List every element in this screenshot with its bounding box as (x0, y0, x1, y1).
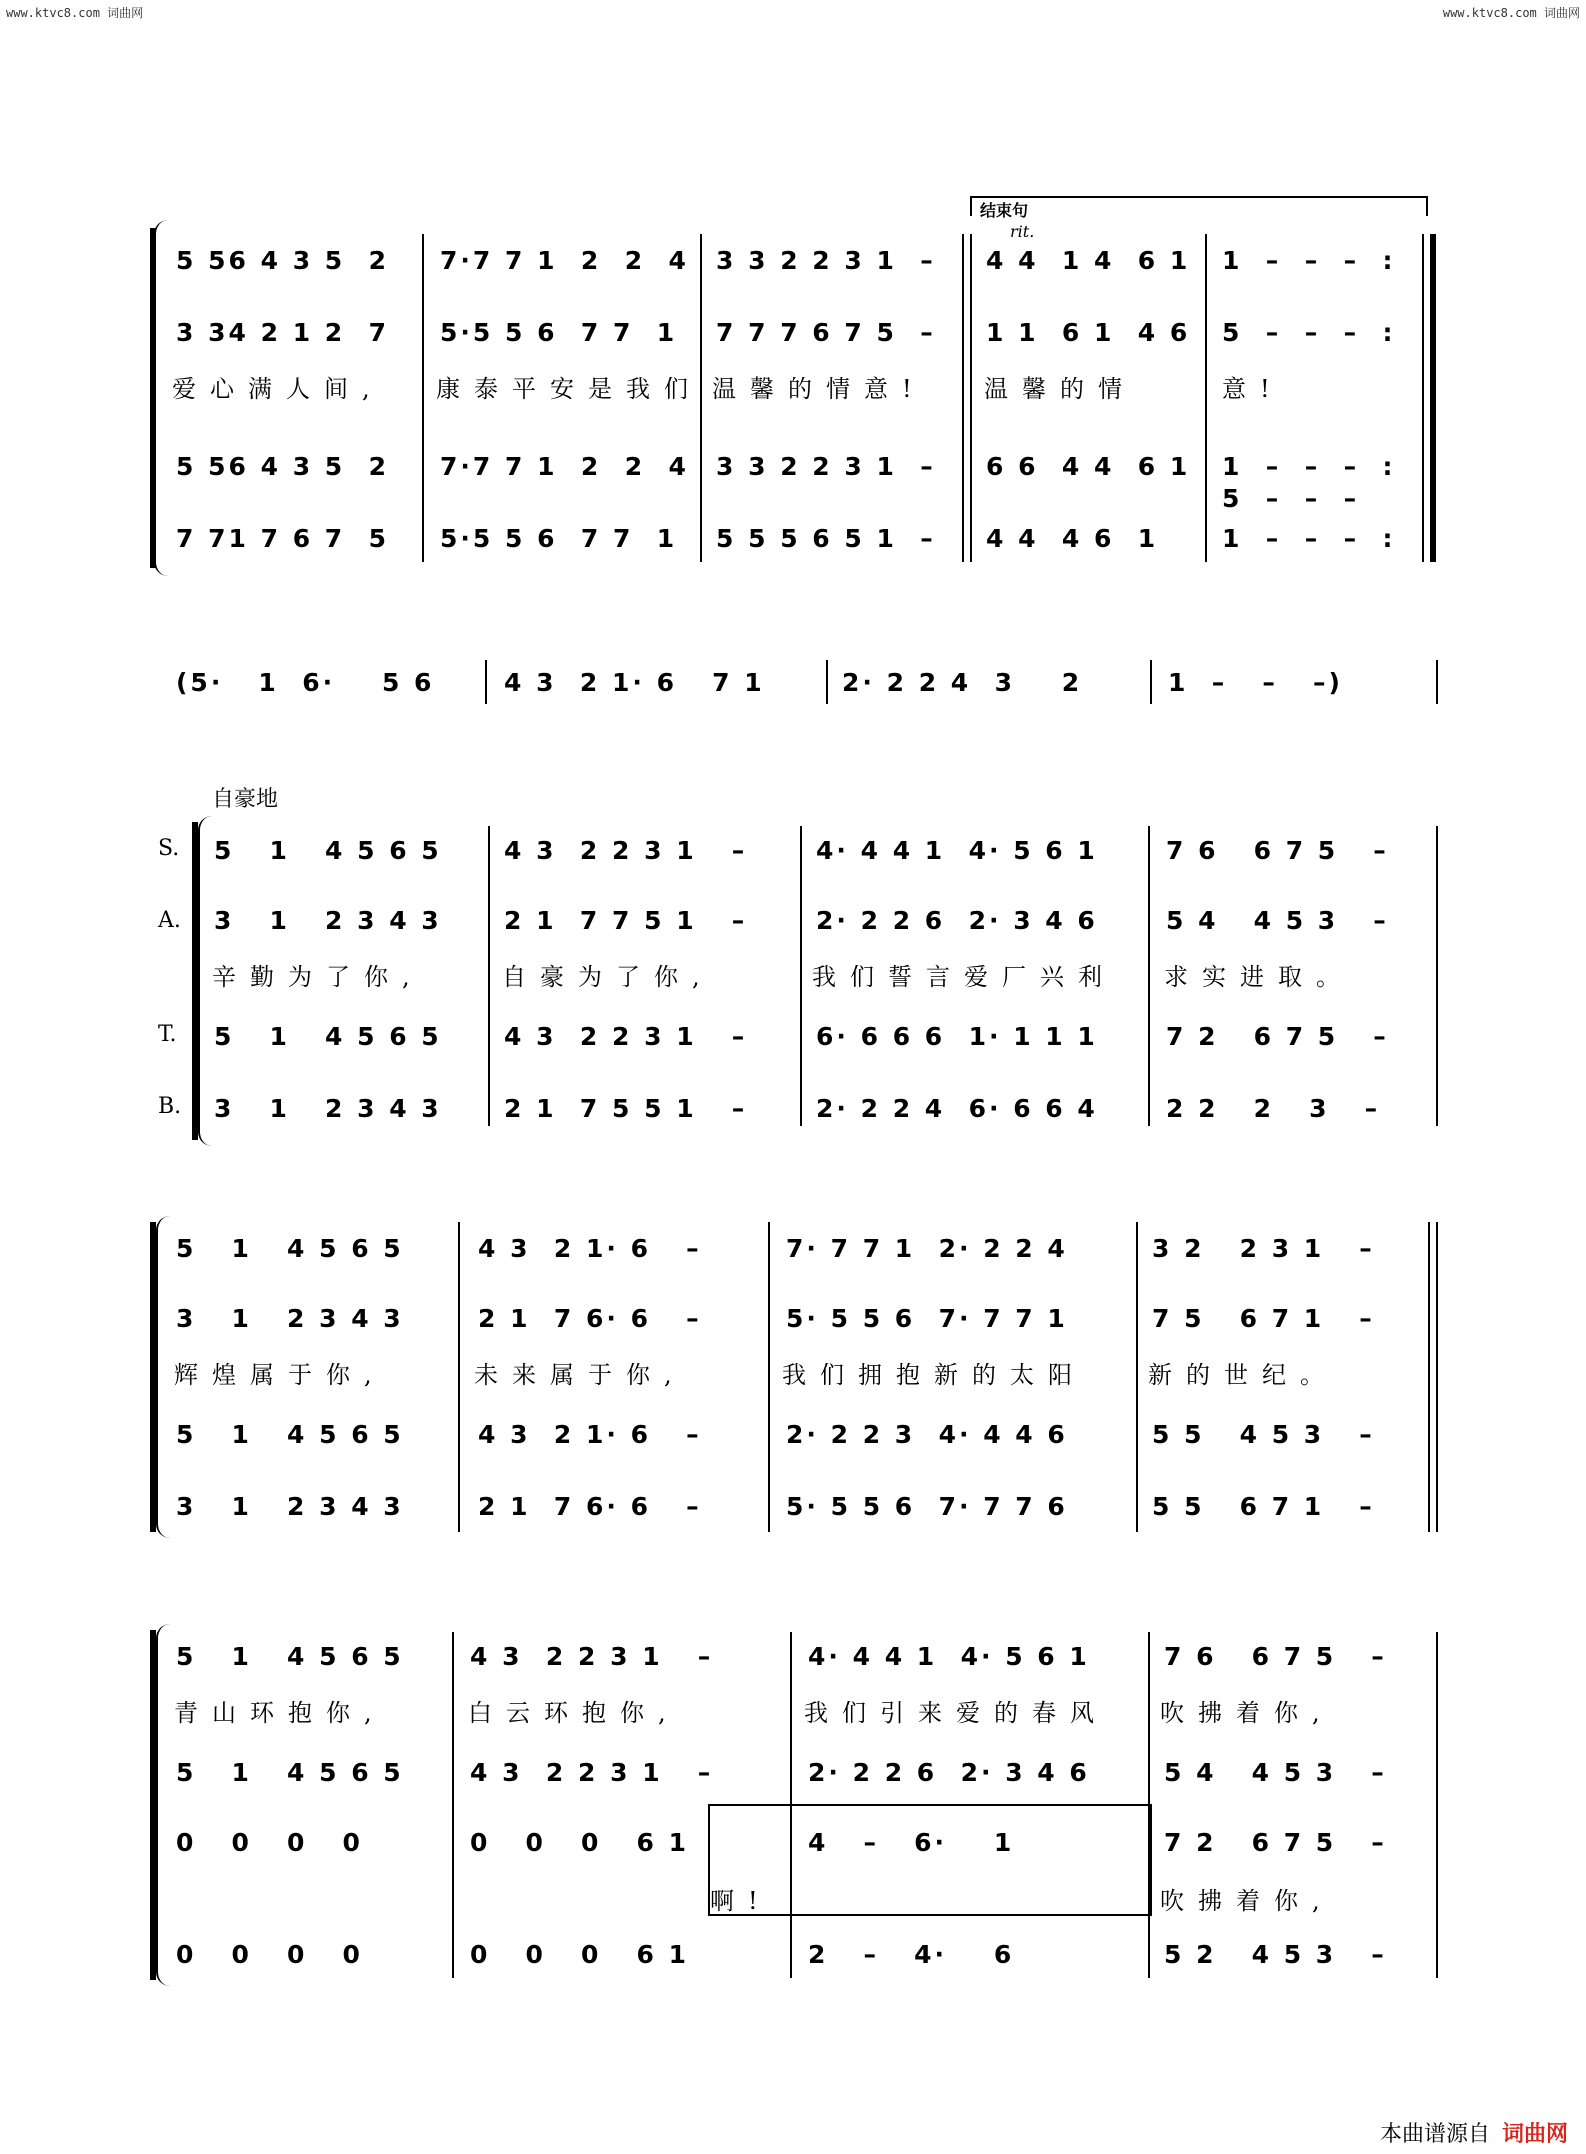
barline (452, 1632, 454, 1978)
lyric: 温馨的情 (984, 374, 1136, 403)
voice-label-t: T. (158, 1022, 177, 1047)
section-box (970, 196, 1428, 216)
system4-brace (156, 1624, 170, 1986)
measure: 4 3 2 1· 6 7 1 (504, 667, 765, 697)
expression-mark: 自豪地 (212, 787, 279, 812)
lyric: 自豪为了你, (502, 962, 714, 991)
barline (768, 1222, 770, 1532)
measure: 5 5 6 7 1 – (1152, 1491, 1375, 1521)
measure: 5 1 4 5 6 5 (176, 1641, 404, 1671)
measure: 5 1 4 5 6 5 (176, 1233, 404, 1263)
final-barline-thin (1422, 234, 1424, 562)
lyric: 吹拂着你, (1160, 1886, 1334, 1915)
measure: 1 1 6 1 4 6 (986, 317, 1191, 347)
measure: 7·7 7 1 2 2 4 (440, 451, 689, 481)
measure: 5· 5 5 6 7· 7 7 6 (786, 1491, 1068, 1521)
measure: 5 1 4 5 6 5 (176, 1419, 404, 1449)
lyric: 我们引来爱的春风 (804, 1698, 1108, 1727)
barline (800, 826, 802, 1126)
measure: 4 – 6· 1 (808, 1827, 1015, 1857)
barline (458, 1222, 460, 1532)
lyric: 温馨的情意! (712, 374, 926, 403)
measure: 6 6 4 4 6 1 (986, 451, 1191, 481)
measure: 7 6 6 7 5 – (1166, 835, 1389, 865)
measure: 4· 4 4 1 4· 5 6 1 (808, 1641, 1090, 1671)
footer-brand[interactable]: 词曲网 (1501, 2122, 1568, 2147)
measure: 0 0 0 6 1 (470, 1939, 690, 1969)
measure: 1 – – –) (1168, 667, 1343, 697)
measure: 4 3 2 2 3 1 – (470, 1641, 714, 1671)
measure: 5 – – – : (1222, 317, 1396, 347)
barline (1436, 1632, 1438, 1978)
lyric: 辉煌属于你, (174, 1360, 386, 1389)
measure: 7·7 7 1 2 2 4 (440, 245, 689, 275)
measure: 2· 2 2 6 2· 3 4 6 (816, 905, 1098, 935)
measure: 5· 5 5 6 7· 7 7 1 (786, 1303, 1068, 1333)
barline (1148, 826, 1150, 1126)
barline-double (962, 234, 964, 562)
measure: 3 2 2 3 1 – (1152, 1233, 1375, 1263)
measure: 0 0 0 0 (176, 1827, 363, 1857)
barline-double (970, 234, 972, 562)
measure: 5 1 4 5 6 5 (214, 1021, 442, 1051)
measure: 7 2 6 7 5 – (1164, 1827, 1387, 1857)
measure: 4 3 2 2 3 1 – (504, 1021, 748, 1051)
measure: 5 4 4 5 3 – (1164, 1757, 1387, 1787)
voice-label-b: B. (158, 1094, 182, 1119)
measure: 5 5 4 5 3 – (1152, 1419, 1375, 1449)
barline (1136, 1222, 1138, 1532)
measure: 1 – – – : (1222, 245, 1396, 275)
lyric: 啊! (710, 1886, 772, 1915)
measure: 6· 6 6 6 1· 1 1 1 (816, 1021, 1098, 1051)
barline (1436, 660, 1438, 704)
lyric: 我们誓言爱厂兴利 (812, 962, 1116, 991)
barline (488, 826, 490, 1126)
measure: 3 1 2 3 4 3 (176, 1491, 404, 1521)
measure: 1 – – – : (1222, 451, 1396, 481)
section-label: 结束句 (980, 201, 1029, 220)
barline (1150, 660, 1152, 704)
measure: 3 1 2 3 4 3 (176, 1303, 404, 1333)
measure: 2· 2 2 6 2· 3 4 6 (808, 1757, 1090, 1787)
measure: 5 56 4 3 5 2 (176, 451, 389, 481)
lyric: 意! (1222, 374, 1284, 403)
measure: 4 4 4 6 1 (986, 523, 1159, 553)
barline (422, 234, 424, 562)
measure: 2 1 7 6· 6 – (478, 1303, 702, 1333)
system2-brace (198, 816, 212, 1146)
measure: 2· 2 2 3 4· 4 4 6 (786, 1419, 1068, 1449)
lyric: 我们拥抱新的太阳 (782, 1360, 1086, 1389)
measure: 2 2 2 3 – (1166, 1093, 1381, 1123)
lyric: 吹拂着你, (1160, 1698, 1334, 1727)
measure: 3 3 2 2 3 1 – (716, 245, 936, 275)
measure: 7 6 6 7 5 – (1164, 1641, 1387, 1671)
footer (1380, 2117, 1568, 2148)
measure: 3 3 2 2 3 1 – (716, 451, 936, 481)
final-barline-thick (1430, 234, 1436, 562)
measure: 2 1 7 7 5 1 – (504, 905, 748, 935)
barline (485, 660, 487, 704)
measure: 2 1 7 5 5 1 – (504, 1093, 748, 1123)
measure: 5·5 5 6 7 7 1 (440, 523, 678, 553)
barline (1428, 1222, 1430, 1532)
measure: 2· 2 2 4 3 2 (842, 667, 1083, 697)
measure: 4 4 1 4 6 1 (986, 245, 1191, 275)
measure: 3 1 2 3 4 3 (214, 1093, 442, 1123)
lyric: 求实进取。 (1164, 962, 1354, 991)
measure: 2 1 7 6· 6 – (478, 1491, 702, 1521)
measure: 5 5 5 6 5 1 – (716, 523, 936, 553)
measure: 7 7 7 6 7 5 – (716, 317, 936, 347)
barline (1205, 234, 1207, 562)
measure: 4 3 2 2 3 1 – (470, 1757, 714, 1787)
lyric: 爱心满人间, (172, 374, 384, 403)
measure: 4 3 2 2 3 1 – (504, 835, 748, 865)
voice-label-a: A. (158, 908, 181, 933)
measure: 4 3 2 1· 6 – (478, 1419, 702, 1449)
measure: 0 0 0 0 (176, 1939, 363, 1969)
measure: 3 1 2 3 4 3 (214, 905, 442, 935)
measure: 2· 2 2 4 6· 6 6 4 (816, 1093, 1098, 1123)
measure: 7 2 6 7 5 – (1166, 1021, 1389, 1051)
system1-brace (154, 220, 168, 576)
measure: 7 71 7 6 7 5 (176, 523, 389, 553)
measure: 5 – – – (1222, 483, 1360, 513)
measure: 4· 4 4 1 4· 5 6 1 (816, 835, 1098, 865)
voice-label-s: S. (158, 836, 180, 861)
header-right-url: www.ktvc8.com 词曲网 (1442, 6, 1580, 20)
measure: 5·5 5 6 7 7 1 (440, 317, 678, 347)
barline (1436, 826, 1438, 1126)
measure: 3 34 2 1 2 7 (176, 317, 389, 347)
measure: 7· 7 7 1 2· 2 2 4 (786, 1233, 1068, 1263)
measure: 5 56 4 3 5 2 (176, 245, 389, 275)
system3-brace (156, 1216, 170, 1538)
tempo-mark: rit. (1010, 222, 1035, 241)
measure: 5 2 4 5 3 – (1164, 1939, 1387, 1969)
barline (1436, 1222, 1438, 1532)
lyric: 康泰平安是我们 (436, 374, 702, 403)
measure: 4 3 2 1· 6 – (478, 1233, 702, 1263)
footer-source: 本曲谱源自 (1379, 2122, 1490, 2147)
barline (826, 660, 828, 704)
measure: 2 – 4· 6 (808, 1939, 1015, 1969)
lyric: 未来属于你, (474, 1360, 686, 1389)
lyric: 辛勤为了你, (212, 962, 424, 991)
measure: 5 1 4 5 6 5 (176, 1757, 404, 1787)
measure: 1 – – – : (1222, 523, 1396, 553)
measure: (5· 1 6· 5 6 (176, 667, 435, 697)
measure: 7 5 6 7 1 – (1152, 1303, 1375, 1333)
measure: 5 4 4 5 3 – (1166, 905, 1389, 935)
measure: 0 0 0 6 1 (470, 1827, 690, 1857)
lyric: 新的世纪。 (1148, 1360, 1338, 1389)
lyric: 青山环抱你, (174, 1698, 386, 1727)
header-left-url: www.ktvc8.com 词曲网 (6, 6, 144, 20)
measure: 5 1 4 5 6 5 (214, 835, 442, 865)
lyric: 白云环抱你, (468, 1698, 680, 1727)
